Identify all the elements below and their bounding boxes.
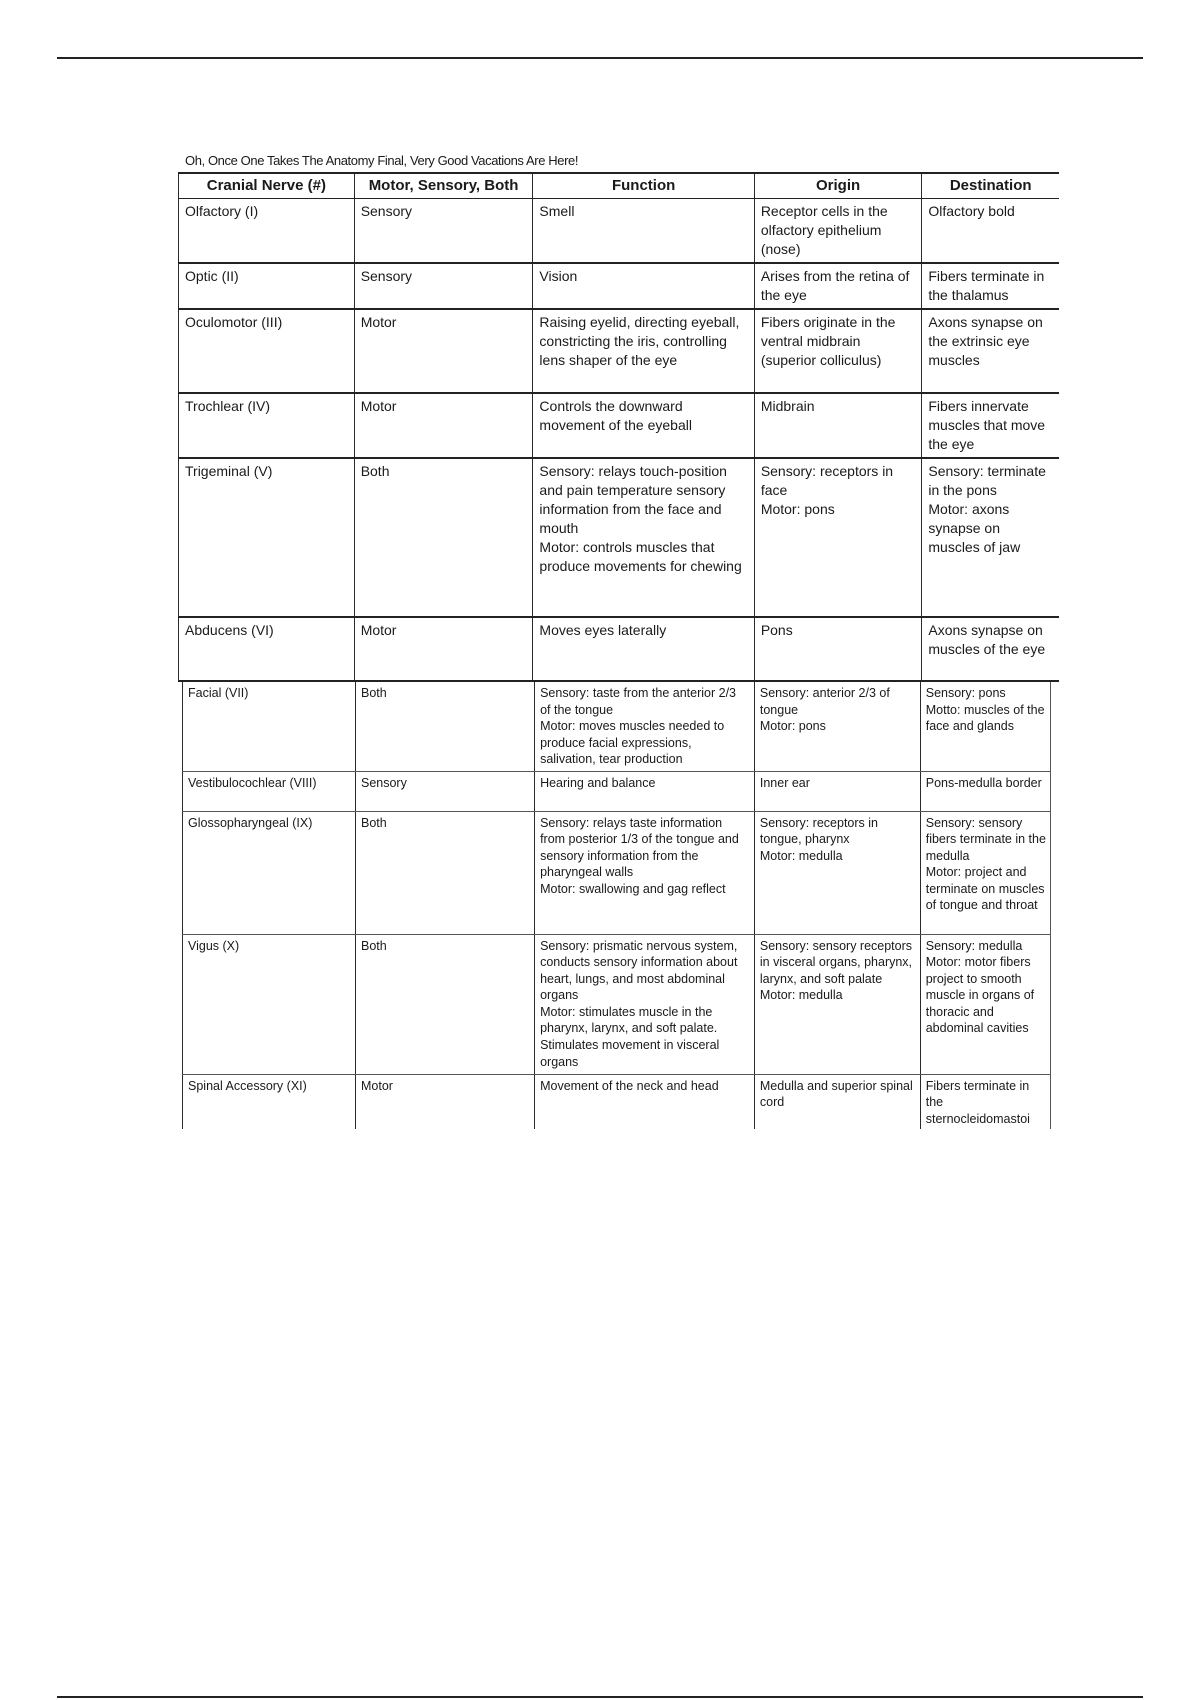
cell-nerve: Vigus (X) [183, 934, 356, 1074]
cell-origin: Medulla and superior spinal cord [754, 1074, 920, 1129]
table-row [183, 934, 1051, 1074]
cell-destination: Fibers innervate muscles that move the eye [922, 393, 1059, 458]
header-function: Function [533, 173, 754, 199]
cell-type: Sensory [354, 263, 533, 309]
cell-function: Raising eyelid, directing eyeball, constricting the iris, controlling lens shaper of the eye [533, 309, 754, 393]
cell-function: Vision [533, 263, 754, 309]
cell-origin: Sensory: receptors in tongue, pharynx Motor: medulla [754, 811, 920, 934]
cell-destination: Axons synapse on the extrinsic eye muscles [922, 309, 1059, 393]
cell-type: Motor [354, 393, 533, 458]
cell-nerve: Olfactory (I) [179, 199, 355, 264]
cell-nerve: Spinal Accessory (XI) [183, 1074, 356, 1129]
cranial-nerve-table-part1 [178, 172, 1059, 682]
cell-origin: Sensory: anterior 2/3 of tongue Motor: pons [754, 682, 920, 771]
cranial-nerve-document [178, 152, 1058, 1129]
cell-type: Motor [354, 309, 533, 393]
cell-function: Sensory: relays touch-position and pain temperature sensory information from the face and mouth Motor: controls muscles that produce movements for chewing [533, 458, 754, 617]
table-row [179, 458, 1060, 617]
cell-nerve: Trochlear (IV) [179, 393, 355, 458]
cell-type: Both [355, 682, 534, 771]
cell-destination: Sensory: terminate in the pons Motor: axons synapse on muscles of jaw [922, 458, 1059, 617]
table-row [179, 199, 1060, 264]
cell-destination: Olfactory bold [922, 199, 1059, 264]
cell-type: Both [355, 811, 534, 934]
cell-origin: Arises from the retina of the eye [754, 263, 922, 309]
cell-nerve: Facial (VII) [183, 682, 356, 771]
cell-destination: Axons synapse on muscles of the eye [922, 617, 1059, 681]
cell-nerve: Glossopharyngeal (IX) [183, 811, 356, 934]
cranial-nerve-table-part2 [182, 682, 1051, 1129]
cell-type: Motor [354, 617, 533, 681]
cell-function: Controls the downward movement of the eyeball [533, 393, 754, 458]
bottom-rule [57, 1696, 1143, 1698]
table-row [183, 682, 1051, 771]
cell-function: Sensory: prismatic nervous system, conducts sensory information about heart, lungs, and most abdominal organs Motor: stimulates muscle in the pharynx, larynx, and soft palate. Stimulates movement in visceral organs [535, 934, 755, 1074]
header-origin: Origin [754, 173, 922, 199]
cell-origin: Inner ear [754, 771, 920, 811]
table-row [183, 771, 1051, 811]
header-type: Motor, Sensory, Both [354, 173, 533, 199]
cell-origin: Midbrain [754, 393, 922, 458]
mnemonic-heading: Oh, Once One Takes The Anatomy Final, Very Good Vacations Are Here! [185, 153, 579, 168]
table-row [179, 309, 1060, 393]
table-row [179, 617, 1060, 681]
cell-function: Sensory: taste from the anterior 2/3 of the tongue Motor: moves muscles needed to produce facial expressions, salivation, tear production [535, 682, 755, 771]
top-rule [57, 57, 1143, 59]
table-row [179, 263, 1060, 309]
cell-origin: Receptor cells in the olfactory epithelium (nose) [754, 199, 922, 264]
cell-type: Motor [355, 1074, 534, 1129]
cell-origin: Fibers originate in the ventral midbrain (superior colliculus) [754, 309, 922, 393]
cell-type: Both [354, 458, 533, 617]
table-row [179, 393, 1060, 458]
cell-destination: Pons-medulla border [920, 771, 1050, 811]
cell-nerve: Optic (II) [179, 263, 355, 309]
cell-nerve: Oculomotor (III) [179, 309, 355, 393]
cell-function: Smell [533, 199, 754, 264]
header-cranial-nerve: Cranial Nerve (#) [179, 173, 355, 199]
cell-origin: Sensory: sensory receptors in visceral organs, pharynx, larynx, and soft palate Motor: medulla [754, 934, 920, 1074]
cell-destination: Sensory: medulla Motor: motor fibers project to smooth muscle in organs of thoracic and abdominal cavities [920, 934, 1050, 1074]
table-row [183, 811, 1051, 934]
cell-type: Both [355, 934, 534, 1074]
cell-origin: Pons [754, 617, 922, 681]
cell-origin: Sensory: receptors in face Motor: pons [754, 458, 922, 617]
cell-nerve: Abducens (VI) [179, 617, 355, 681]
cell-destination: Sensory: sensory fibers terminate in the medulla Motor: project and terminate on muscles of tongue and throat [920, 811, 1050, 934]
cell-type: Sensory [354, 199, 533, 264]
cell-type: Sensory [355, 771, 534, 811]
cell-nerve: Trigeminal (V) [179, 458, 355, 617]
header-destination: Destination [922, 173, 1059, 199]
table-header-row [179, 173, 1060, 199]
cell-nerve: Vestibulocochlear (VIII) [183, 771, 356, 811]
cell-destination: Fibers terminate in the thalamus [922, 263, 1059, 309]
cell-function: Movement of the neck and head [535, 1074, 755, 1129]
table-row [183, 1074, 1051, 1129]
cell-function: Moves eyes laterally [533, 617, 754, 681]
cell-destination: Fibers terminate in the sternocleidomastoi [920, 1074, 1050, 1129]
cell-function: Hearing and balance [535, 771, 755, 811]
cell-destination: Sensory: pons Motto: muscles of the face and glands [920, 682, 1050, 771]
cell-function: Sensory: relays taste information from posterior 1/3 of the tongue and sensory information from the pharyngeal walls Motor: swallowing and gag reflect [535, 811, 755, 934]
